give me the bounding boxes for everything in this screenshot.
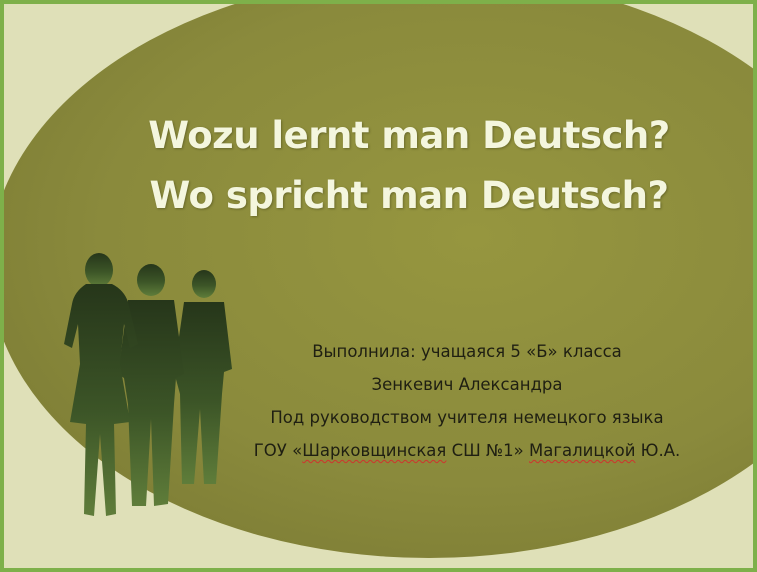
title-line-2: Wo spricht man Deutsch?: [149, 174, 669, 217]
school-name: Шарковщинская: [302, 441, 447, 460]
school-suffix: СШ №1»: [446, 441, 529, 460]
author-line-4: [200, 434, 734, 467]
slide-title: [64, 106, 754, 226]
author-line-3: Под руководством учителя немецкого языка: [270, 408, 664, 427]
teacher-name: Магалицкой: [529, 441, 636, 460]
author-line-1: Выполнила: учащаяся 5 «Б» класса: [312, 342, 622, 361]
title-line-1: Wozu lernt man Deutsch?: [148, 114, 670, 157]
teacher-initials: Ю.А.: [635, 441, 681, 460]
school-prefix: ГОУ «: [253, 441, 303, 460]
author-line-2: Зенкевич Александра: [371, 375, 563, 394]
author-info: [200, 335, 734, 467]
